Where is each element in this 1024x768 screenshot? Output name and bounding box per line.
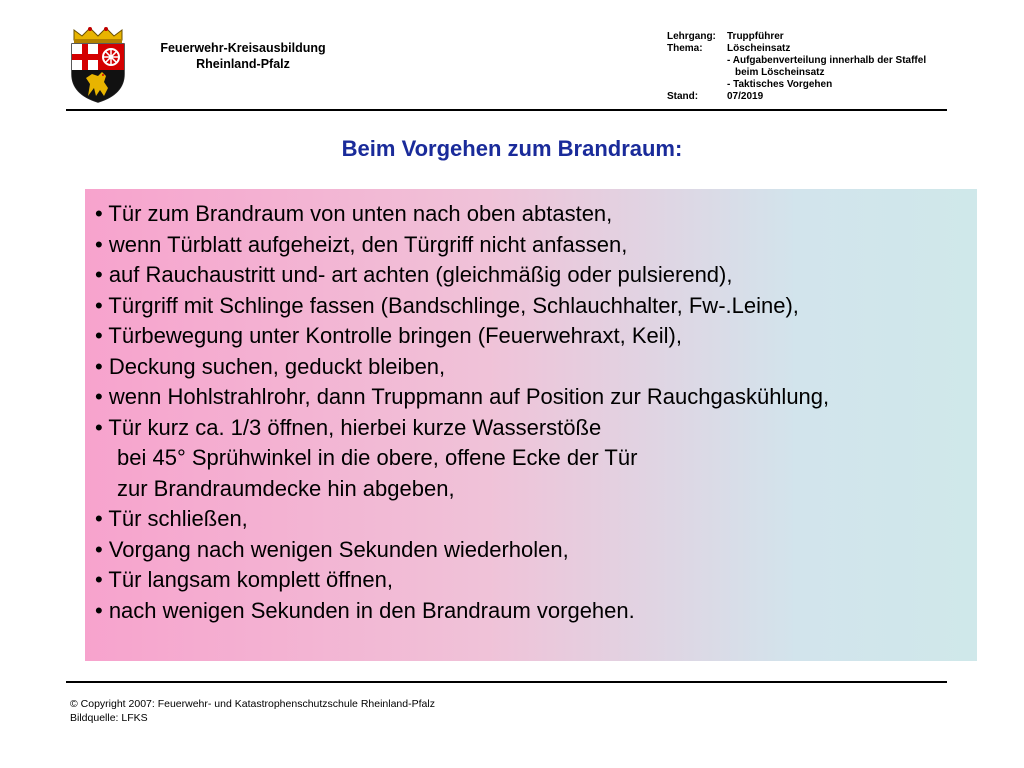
organization-line2: Rheinland-Pfalz <box>196 57 290 71</box>
list-item: • Tür zum Brandraum von unten nach oben abtasten, <box>95 201 613 226</box>
list-item: • wenn Türblatt aufgeheizt, den Türgriff nicht anfassen, <box>95 231 628 257</box>
meta-key <box>667 67 735 79</box>
meta-row-subtopic-1 <box>667 55 926 67</box>
list-item: • nach wenigen Sekunden in den Brandraum vorgehen. <box>95 597 635 623</box>
page-title: Beim Vorgehen zum Brandraum: <box>341 136 683 161</box>
meta-value: - Taktisches Vorgehen <box>727 79 833 90</box>
list-item: • auf Rauchaustritt und- art achten (gleichmäßig oder pulsierend), <box>95 262 733 287</box>
meta-value: beim Löscheinsatz <box>735 67 825 78</box>
procedure-list <box>95 199 829 626</box>
coat-of-arms-icon <box>66 26 130 104</box>
list-item: • Tür langsam komplett öffnen, <box>95 567 393 592</box>
meta-key: Lehrgang: <box>667 31 716 42</box>
meta-value: Truppführer <box>727 31 784 42</box>
list-item: • Türbewegung unter Kontrolle bringen (Feuerwehraxt, Keil), <box>95 323 682 348</box>
meta-value: - Aufgabenverteilung innerhalb der Staffel <box>727 55 927 66</box>
meta-row-topic <box>667 43 926 55</box>
footer <box>70 697 435 725</box>
content-panel <box>85 189 977 661</box>
course-metadata <box>667 31 926 103</box>
image-source-text: Bildquelle: LFKS <box>70 712 148 724</box>
list-item: • Deckung suchen, geduckt bleiben, <box>95 353 446 379</box>
list-item-continuation: zur Brandraumdecke hin abgeben, <box>117 475 455 501</box>
list-item-continuation: bei 45° Sprühwinkel in die obere, offene Ecke der Tür <box>117 445 638 470</box>
meta-key <box>667 79 727 91</box>
organization-name <box>138 40 348 72</box>
meta-value: Löscheinsatz <box>727 43 791 54</box>
meta-key <box>667 55 727 67</box>
meta-row-date <box>667 91 926 103</box>
copyright-text: © Copyright 2007: Feuerwehr- und Katastrophenschutzschule Rheinland-Pfalz <box>70 698 435 710</box>
list-item: • Vorgang nach wenigen Sekunden wiederholen, <box>95 536 569 562</box>
header-divider <box>66 109 947 111</box>
meta-row-subtopic-2 <box>667 79 926 91</box>
list-item: • Türgriff mit Schlinge fassen (Bandschlinge, Schlauchhalter, Fw-.Leine), <box>95 292 799 318</box>
organization-line1: Feuerwehr-Kreisausbildung <box>160 41 326 55</box>
list-item: • Tür kurz ca. 1/3 öffnen, hierbei kurze Wasserstöße <box>95 414 602 440</box>
meta-key: Stand: <box>667 91 699 102</box>
meta-key: Thema: <box>667 43 703 54</box>
meta-row-course <box>667 31 926 43</box>
footer-divider <box>66 681 947 683</box>
meta-value: 07/2019 <box>727 91 764 102</box>
list-item: • wenn Hohlstrahlrohr, dann Truppmann auf Position zur Rauchgaskühlung, <box>95 384 830 409</box>
list-item: • Tür schließen, <box>95 506 248 531</box>
meta-row-subtopic-1-cont <box>667 67 926 79</box>
